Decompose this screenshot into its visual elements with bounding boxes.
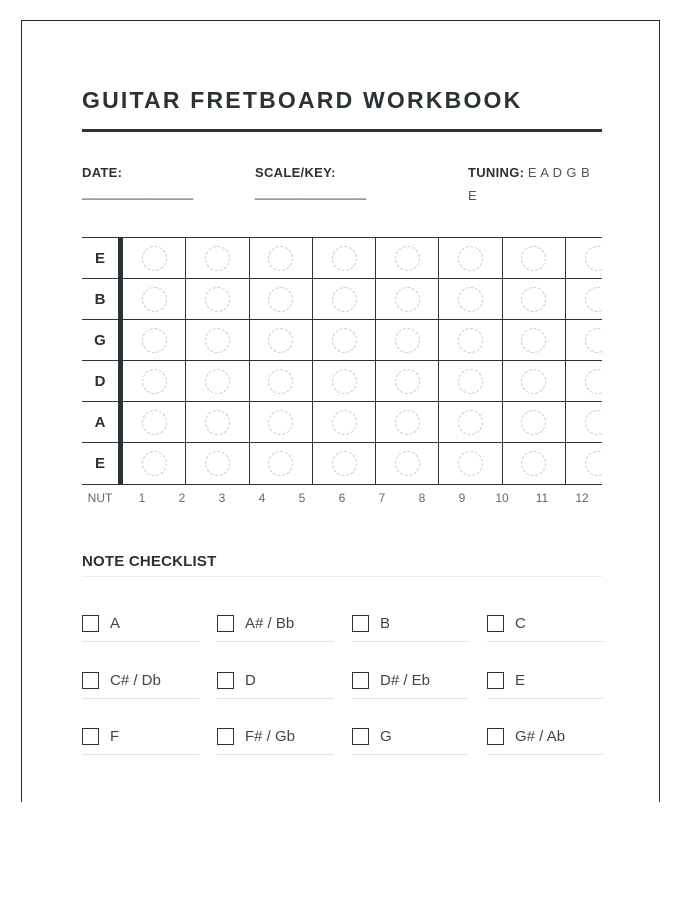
note-label: A — [110, 615, 121, 632]
note-marker-circle[interactable] — [332, 369, 357, 394]
note-checklist-item[interactable] — [487, 672, 604, 699]
note-label: G — [380, 728, 392, 745]
fret-label: 8 — [418, 491, 426, 505]
note-marker-circle[interactable] — [521, 410, 546, 435]
note-marker-circle[interactable] — [585, 287, 602, 312]
fret-cell — [376, 238, 439, 278]
note-checklist-item[interactable] — [82, 615, 199, 642]
string-label: B — [94, 290, 106, 308]
note-marker-circle[interactable] — [458, 328, 483, 353]
note-marker-circle[interactable] — [395, 246, 420, 271]
fret-cell — [313, 361, 376, 401]
scale-key-blank[interactable]: ________________ — [255, 185, 366, 200]
note-label: F — [110, 728, 120, 745]
scale-key-field[interactable] — [255, 165, 366, 202]
title-divider — [82, 129, 602, 132]
note-marker-circle[interactable] — [205, 328, 230, 353]
fret-cell — [503, 320, 566, 360]
fret-cell — [376, 320, 439, 360]
fret-cell — [566, 320, 602, 360]
checkbox[interactable] — [352, 672, 369, 689]
note-marker-circle[interactable] — [268, 369, 293, 394]
note-marker-circle[interactable] — [521, 246, 546, 271]
fret-cell — [250, 443, 313, 484]
fret-cell — [186, 443, 249, 484]
checkbox[interactable] — [82, 728, 99, 745]
note-marker-circle[interactable] — [521, 328, 546, 353]
note-label: D — [245, 671, 256, 689]
fret-label: 12 — [575, 491, 589, 505]
note-label: E — [515, 671, 526, 689]
fret-label: 7 — [378, 491, 386, 505]
note-marker-circle[interactable] — [395, 451, 420, 476]
note-marker-circle[interactable] — [585, 246, 602, 271]
fret-cell — [186, 361, 249, 401]
note-marker-circle[interactable] — [205, 246, 230, 271]
date-blank[interactable]: ________________ — [82, 185, 193, 200]
fret-cell — [250, 238, 313, 278]
checkbox[interactable] — [487, 672, 504, 689]
note-marker-circle[interactable] — [458, 246, 483, 271]
note-marker-circle[interactable] — [205, 410, 230, 435]
fret-label: 2 — [178, 491, 186, 505]
note-checklist — [82, 553, 602, 745]
checkbox[interactable] — [487, 728, 504, 745]
fret-cell — [503, 238, 566, 278]
scale-key-label: SCALE/KEY: — [255, 165, 336, 180]
checkbox[interactable] — [487, 615, 504, 632]
fret-cell — [313, 320, 376, 360]
tuning-value: E A D G B E — [468, 165, 591, 203]
note-marker-circle[interactable] — [521, 369, 546, 394]
tuning-field — [468, 161, 602, 207]
note-marker-circle[interactable] — [332, 328, 357, 353]
string-label: G — [94, 331, 106, 349]
fret-cell — [186, 238, 249, 278]
note-marker-circle[interactable] — [458, 369, 483, 394]
note-marker-circle[interactable] — [205, 369, 230, 394]
checkbox[interactable] — [352, 615, 369, 632]
fret-label: 5 — [298, 491, 306, 505]
string-row — [82, 401, 602, 442]
checkbox[interactable] — [352, 728, 369, 745]
note-checklist-item[interactable] — [217, 728, 334, 755]
fret-cell — [186, 320, 249, 360]
note-marker-circle[interactable] — [268, 287, 293, 312]
fret-cell — [313, 279, 376, 319]
note-marker-circle[interactable] — [332, 451, 357, 476]
note-marker-circle[interactable] — [142, 287, 167, 312]
note-checklist-item[interactable] — [487, 615, 604, 642]
note-marker-circle[interactable] — [268, 246, 293, 271]
fret-cell — [250, 402, 313, 442]
fret-cell — [123, 238, 186, 278]
string-label: E — [94, 249, 105, 267]
string-row — [82, 237, 602, 278]
note-checklist-item[interactable] — [352, 728, 469, 755]
fret-cell — [123, 402, 186, 442]
string-row — [82, 360, 602, 401]
note-marker-circle[interactable] — [395, 328, 420, 353]
string-row — [82, 319, 602, 360]
fret-cell — [186, 402, 249, 442]
fret-label: 9 — [458, 491, 466, 505]
fret-label: 1 — [138, 491, 146, 505]
note-label: F# / Gb — [245, 728, 296, 745]
checkbox[interactable] — [82, 672, 99, 689]
fret-cell — [503, 361, 566, 401]
fret-cell — [440, 361, 503, 401]
note-label: B — [380, 615, 391, 632]
date-label: DATE: — [82, 165, 123, 180]
string-row — [82, 442, 602, 485]
fret-cell — [566, 361, 602, 401]
fretboard-diagram — [82, 237, 602, 527]
note-marker-circle[interactable] — [332, 287, 357, 312]
fret-label: 3 — [218, 491, 226, 505]
note-marker-circle[interactable] — [585, 369, 602, 394]
fret-number-labels — [82, 491, 602, 509]
note-checklist-item[interactable] — [487, 728, 604, 755]
note-marker-circle[interactable] — [205, 287, 230, 312]
note-marker-circle[interactable] — [521, 287, 546, 312]
note-marker-circle[interactable] — [585, 410, 602, 435]
fret-cell — [313, 402, 376, 442]
note-marker-circle[interactable] — [458, 451, 483, 476]
fret-cell — [313, 443, 376, 484]
fret-cell — [123, 361, 186, 401]
note-label: C# / Db — [110, 671, 161, 689]
string-label: D — [94, 372, 106, 390]
fret-cell — [503, 402, 566, 442]
tuning-label: TUNING: — [468, 165, 525, 180]
fret-cell — [566, 402, 602, 442]
note-marker-circle[interactable] — [268, 410, 293, 435]
fret-cell — [440, 238, 503, 278]
checkbox[interactable] — [217, 615, 234, 632]
note-marker-circle[interactable] — [142, 451, 167, 476]
fret-cell — [376, 361, 439, 401]
note-marker-circle[interactable] — [142, 246, 167, 271]
fret-cell — [186, 279, 249, 319]
fret-cell — [440, 320, 503, 360]
fret-cell — [440, 402, 503, 442]
note-checklist-item[interactable] — [352, 615, 469, 642]
note-marker-circle[interactable] — [585, 328, 602, 353]
checklist-title: NOTE CHECKLIST — [82, 553, 602, 577]
note-label: C — [515, 615, 526, 632]
string-label: E — [94, 454, 105, 472]
string-label: A — [94, 413, 106, 431]
fret-label: 6 — [338, 491, 346, 505]
fret-label: 4 — [258, 491, 266, 505]
fret-cell — [566, 443, 602, 484]
note-marker-circle[interactable] — [142, 328, 167, 353]
fret-cell — [566, 279, 602, 319]
string-row — [82, 278, 602, 319]
note-marker-circle[interactable] — [205, 451, 230, 476]
fret-cell — [376, 443, 439, 484]
note-marker-circle[interactable] — [332, 410, 357, 435]
fret-cell — [376, 402, 439, 442]
fret-cell — [440, 279, 503, 319]
note-checklist-item[interactable] — [217, 672, 334, 699]
note-label: G# / Ab — [515, 728, 566, 745]
workbook-page — [21, 20, 660, 802]
fret-cell — [503, 443, 566, 484]
note-label: A# / Bb — [245, 615, 295, 632]
fret-cell — [123, 320, 186, 360]
fret-cell — [250, 279, 313, 319]
note-label: D# / Eb — [380, 671, 431, 689]
checkbox[interactable] — [217, 728, 234, 745]
fret-label-nut: NUT — [87, 491, 113, 505]
fret-cell — [503, 279, 566, 319]
checkbox[interactable] — [217, 672, 234, 689]
note-marker-circle[interactable] — [395, 287, 420, 312]
fret-cell — [376, 279, 439, 319]
fret-label: 10 — [495, 491, 509, 505]
note-checklist-item[interactable] — [82, 672, 199, 699]
note-marker-circle[interactable] — [142, 410, 167, 435]
note-marker-circle[interactable] — [395, 410, 420, 435]
note-marker-circle[interactable] — [142, 369, 167, 394]
note-checklist-item[interactable] — [217, 615, 334, 642]
fret-cell — [123, 279, 186, 319]
note-marker-circle[interactable] — [458, 410, 483, 435]
note-marker-circle[interactable] — [521, 451, 546, 476]
note-checklist-item[interactable] — [82, 728, 199, 755]
checkbox[interactable] — [82, 615, 99, 632]
fret-label: 11 — [535, 491, 549, 505]
note-marker-circle[interactable] — [268, 328, 293, 353]
note-marker-circle[interactable] — [332, 246, 357, 271]
fret-cell — [566, 238, 602, 278]
note-marker-circle[interactable] — [268, 451, 293, 476]
page-title: GUITAR FRETBOARD WORKBOOK — [82, 87, 523, 113]
date-field[interactable] — [82, 165, 193, 202]
note-checklist-item[interactable] — [352, 672, 469, 699]
fret-cell — [250, 320, 313, 360]
fret-cell — [250, 361, 313, 401]
fret-cell — [440, 443, 503, 484]
note-marker-circle[interactable] — [395, 369, 420, 394]
fretboard-grid — [82, 237, 602, 485]
note-marker-circle[interactable] — [458, 287, 483, 312]
note-marker-circle[interactable] — [585, 451, 602, 476]
fret-cell — [123, 443, 186, 484]
fret-cell — [313, 238, 376, 278]
